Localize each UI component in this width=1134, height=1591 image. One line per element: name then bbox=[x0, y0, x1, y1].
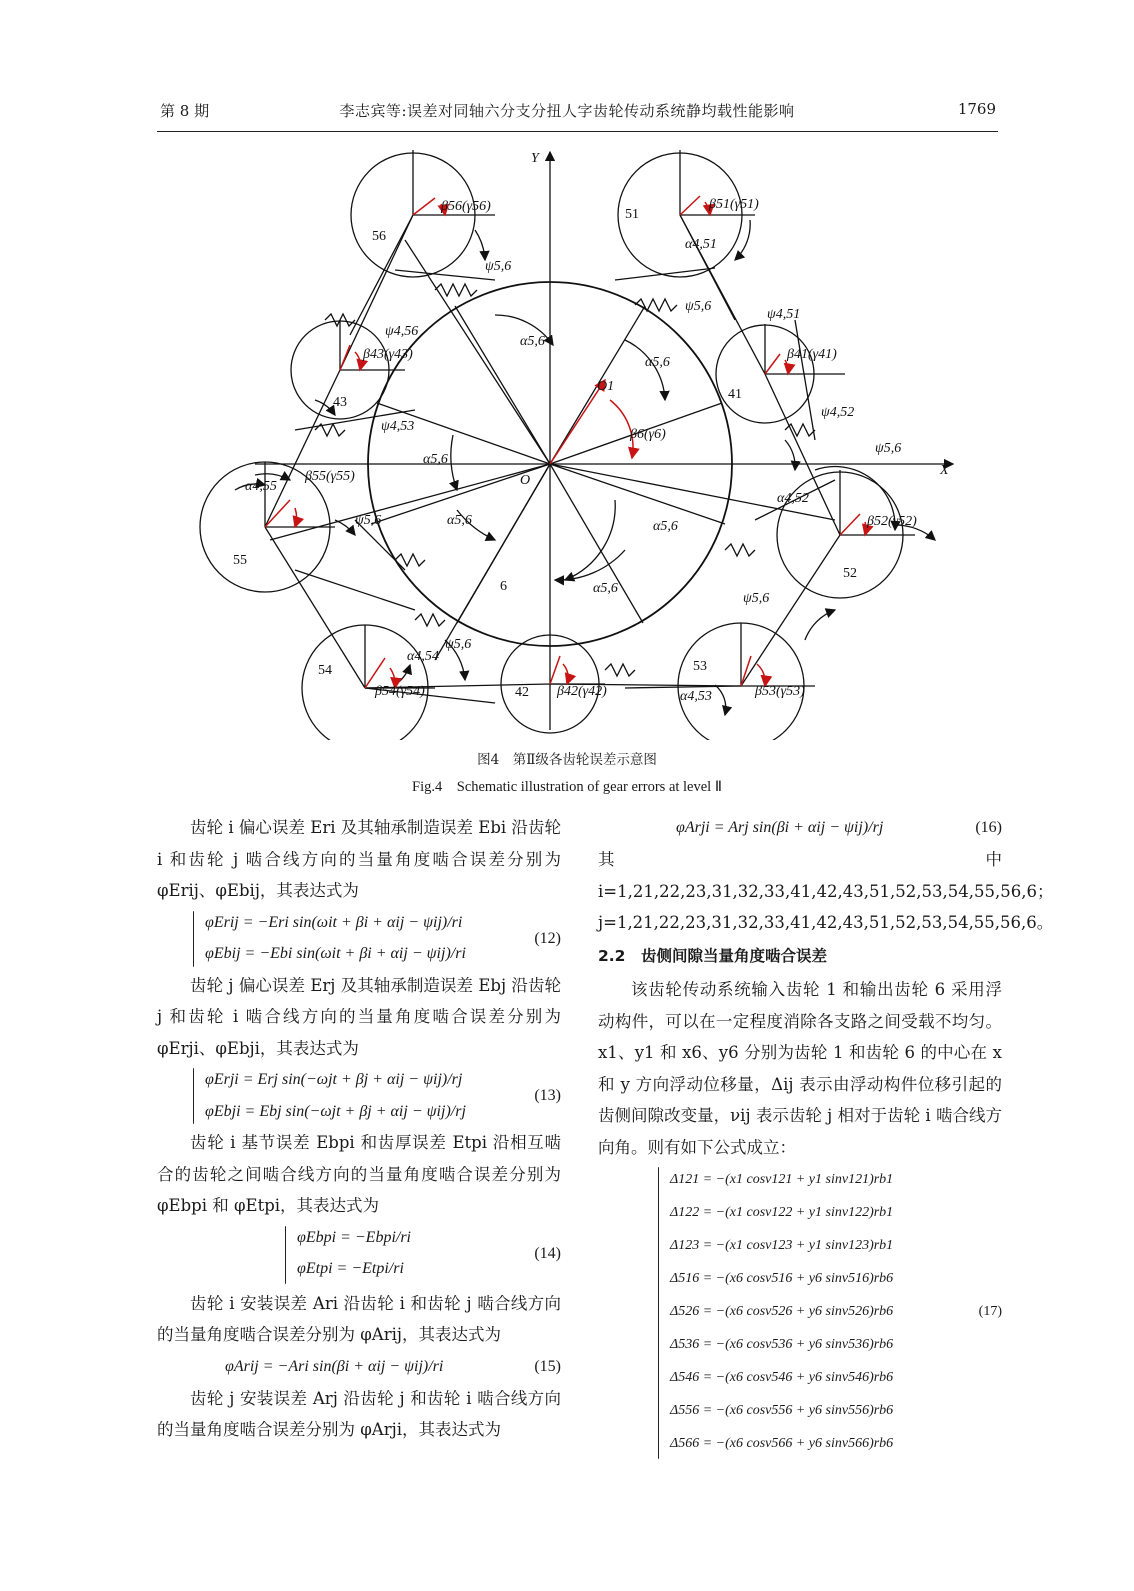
paragraph-eccentric-i: 齿轮 i 偏心误差 Eri 及其轴承制造误差 Ebi 沿齿轮 i 和齿轮 j 啮合线方向的当量角度啮合误差分别为 φErij、φEbij，其表达式为 bbox=[157, 818, 561, 900]
label-y: Y bbox=[531, 151, 539, 166]
equation-16: φArji = Arj sin(βi + αij − ψij)/rj (16) bbox=[676, 819, 1002, 836]
label-g41: 41 bbox=[728, 387, 742, 402]
paragraph-base-pitch: 齿轮 i 基节误差 Ebpi 和齿厚误差 Etpi 沿相互啮合的齿轮之间啮合线方向的当量角度啮合误差分别为 φEbpi 和 φEtpi，其表达式为 bbox=[157, 1133, 561, 1215]
label-alpha56-a: α5,6 bbox=[520, 334, 545, 349]
equation-12: φErij = −Eri sin(ωit + βi + αij − ψij)/ri φEbij = −Ebi sin(ωit + βi + αij − ψij)/ri (12) bbox=[157, 907, 561, 970]
equation-14: φEbpi = −Ebpi/ri φEtpi = −Etpi/ri (14) bbox=[157, 1222, 561, 1288]
label-alpha56-b: α5,6 bbox=[645, 355, 670, 370]
paragraph-backlash: 该齿轮传动系统输入齿轮 1 和输出齿轮 6 采用浮动构件，可以在一定程度消除各支路之间受载不均匀。x1、y1 和 x6、y6 分别为齿轮 1 和齿轮 6 的中心在 x 和 y 方向浮动位移量，Δij 表示由浮动构件位移引起的齿侧间隙改变量，νij 表示齿轮 j 相对于齿轮 i 啮合线方向角。则有如下公式成立： bbox=[598, 980, 1002, 1157]
label-p453: ψ4,53 bbox=[381, 419, 415, 434]
label-big-gear: 6 bbox=[500, 579, 507, 594]
label-psi56-a: ψ5,6 bbox=[485, 259, 512, 274]
issue-label: 第 8 期 bbox=[160, 102, 210, 120]
paragraph-install-i: 齿轮 i 安装误差 Ari 沿齿轮 i 和齿轮 j 啮合线方向的当量角度啮合误差分别为 φArij，其表达式为 bbox=[157, 1293, 561, 1344]
right-column bbox=[598, 812, 1054, 1460]
label-p451: ψ4,51 bbox=[767, 307, 801, 322]
equation-15: φArij = −Ari sin(βi + αij − ψij)/ri (15) bbox=[225, 1357, 561, 1375]
label-psi56-b: ψ5,6 bbox=[685, 299, 712, 314]
label-b56: β56(γ56) bbox=[441, 199, 491, 214]
label-g53: 53 bbox=[693, 659, 707, 674]
label-psi56-d: ψ5,6 bbox=[355, 513, 382, 528]
gear-error-diagram bbox=[195, 140, 975, 740]
label-alpha56-e: α5,6 bbox=[653, 519, 678, 534]
paragraph-index-range: 其中 i=1,21,22,23,31,32,33,41,42,43,51,52,53,54,55,56,6；j=1,21,22,23,31,32,33,41,42,43,51,52,53,54,55,56,6。 bbox=[598, 850, 1054, 932]
label-g54: 54 bbox=[318, 663, 332, 678]
label-beta6: β6(γ6) bbox=[630, 427, 666, 442]
label-a452: α4,52 bbox=[777, 491, 809, 506]
label-g43: 43 bbox=[333, 395, 347, 410]
label-b52: β52(γ52) bbox=[867, 514, 917, 529]
label-b43: β43(γ43) bbox=[363, 347, 413, 362]
left-column bbox=[157, 812, 561, 1446]
label-psi56-c: ψ5,6 bbox=[875, 441, 902, 456]
label-center-o: O bbox=[520, 473, 531, 488]
label-psi56-f: ψ5,6 bbox=[445, 637, 472, 652]
label-b54: β54(γ54) bbox=[375, 684, 425, 699]
label-p4156: ψ4,56 bbox=[385, 324, 419, 339]
label-x: X bbox=[940, 463, 949, 478]
label-b42: β42(γ42) bbox=[557, 684, 607, 699]
section-heading-2-2: 2.2 齿侧间隙当量角度啮合误差 bbox=[598, 946, 827, 965]
paragraph-eccentric-j: 齿轮 j 偏心误差 Erj 及其轴承制造误差 Ebj 沿齿轮 j 和齿轮 i 啮合线方向的当量角度啮合误差分别为 φErji、φEbji，其表达式为 bbox=[157, 975, 561, 1058]
label-p452: ψ4,52 bbox=[821, 405, 855, 420]
equation-17: Δ121 = −(x1 cosν121 + y1 sinν121)rb1 Δ122 = −(x1 cosν122 + y1 sinν122)rb1 Δ123 = −(x1 cosν123 + y1 sinν123)rb1 Δ516 = −(x6 cosν516 + y6 sinν516)rb6 Δ526 = −(x6 cosν526 + y6 sinν526)rb6 Δ536 = −(x6 cosν536 + y6 sinν536)rb6 Δ546 = −(x6 cosν546 + y6 sinν546)rb6 Δ556 = −(x6 cosν556 + y6 sinν556)rb6 Δ566 = −(x6 cosν566 + y6 sinν566)rb6 (17) bbox=[598, 1163, 1002, 1460]
label-b53: β53(γ53) bbox=[755, 684, 805, 699]
label-psi56-e: ψ5,6 bbox=[743, 591, 770, 606]
label-a455: α4,55 bbox=[245, 479, 277, 494]
label-center-o1: O1 bbox=[597, 379, 615, 394]
figure-caption-en: Fig.4 Schematic illustration of gear errors at level Ⅱ bbox=[412, 779, 722, 795]
label-g56: 56 bbox=[372, 229, 386, 244]
running-title: 李志宾等:误差对同轴六分支分扭人字齿轮传动系统静均载性能影响 bbox=[339, 102, 795, 120]
header-rule bbox=[157, 131, 998, 132]
equation-13: φErji = Erj sin(−ωjt + βj + αij − ψij)/rj φEbji = Ebj sin(−ωjt + βj + αij − ψij)/rj (13) bbox=[157, 1064, 561, 1127]
label-g42: 42 bbox=[515, 685, 529, 700]
label-g52: 52 bbox=[843, 566, 857, 581]
label-a451: α4,51 bbox=[685, 237, 717, 252]
label-g55: 55 bbox=[233, 553, 247, 568]
label-alpha56-d: α5,6 bbox=[447, 513, 472, 528]
figure-caption-zh: 图4 第Ⅱ级各齿轮误差示意图 bbox=[477, 752, 657, 768]
label-alpha56-f: α5,6 bbox=[593, 581, 618, 596]
label-b51: β51(γ51) bbox=[709, 197, 759, 212]
label-b55: β55(γ55) bbox=[305, 469, 355, 484]
label-a454: α4,54 bbox=[407, 649, 439, 664]
label-b41: β41(γ41) bbox=[787, 347, 837, 362]
label-a453: α4,53 bbox=[680, 689, 712, 704]
label-alpha56-c: α5,6 bbox=[423, 452, 448, 467]
label-g51: 51 bbox=[625, 207, 639, 222]
paragraph-install-j: 齿轮 j 安装误差 Arj 沿齿轮 j 和齿轮 i 啮合线方向的当量角度啮合误差分别为 φArji，其表达式为 bbox=[157, 1388, 561, 1439]
page-number: 1769 bbox=[957, 100, 996, 118]
